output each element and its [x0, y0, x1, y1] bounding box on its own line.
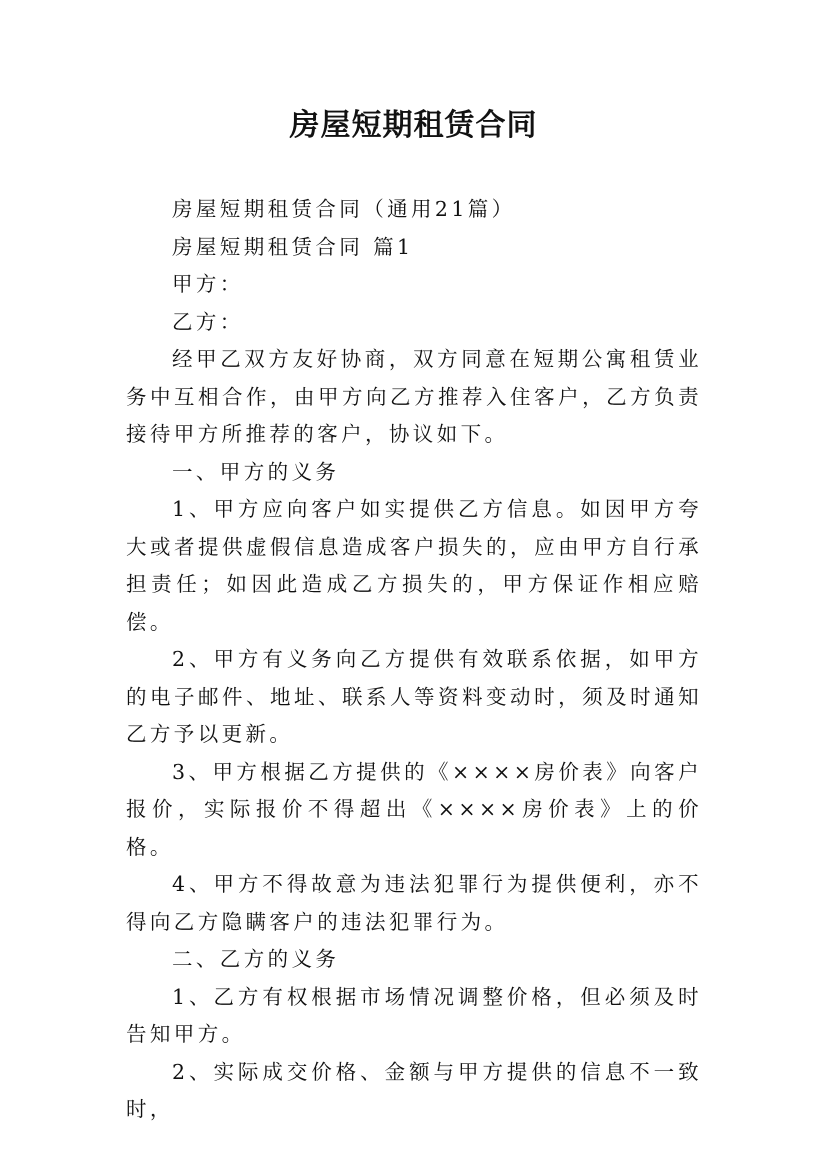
paragraph-clause: 4、甲方不得故意为违法犯罪行为提供便利，亦不得向乙方隐瞒客户的违法犯罪行为。	[126, 872, 702, 934]
paragraph-clause: 1、甲方应向客户如实提供乙方信息。如因甲方夸大或者提供虚假信息造成客户损失的，应由甲方自行承担责任；如因此造成乙方损失的，甲方保证作相应赔偿。	[126, 497, 702, 634]
paragraph-preamble: 经甲乙双方友好协商，双方同意在短期公寓租赁业务中互相合作，由甲方向乙方推荐入住客户，乙方负责接待甲方所推荐的客户，协议如下。	[126, 347, 702, 446]
document-title: 房屋短期租赁合同	[289, 108, 538, 143]
paragraph-heading-party-a-duties: 一、甲方的义务	[172, 459, 340, 484]
paragraph-party-b: 乙方：	[172, 309, 244, 334]
paragraph-party-a: 甲方：	[172, 272, 244, 296]
paragraph-subtitle: 房屋短期租赁合同（通用21篇）	[172, 197, 516, 221]
paragraph-clause: 3、甲方根据乙方提供的《××××房价表》向客户报价，实际报价不得超出《××××房价表》上的价格。	[126, 759, 702, 859]
paragraph-section-heading: 房屋短期租赁合同 篇1	[172, 234, 414, 259]
document-body	[126, 191, 702, 1129]
paragraph-heading-party-b-duties: 二、乙方的义务	[172, 947, 340, 971]
paragraph-clause: 2、甲方有义务向乙方提供有效联系依据，如甲方的电子邮件、地址、联系人等资料变动时，须及时通知乙方予以更新。	[126, 647, 702, 746]
paragraph-clause: 1、乙方有权根据市场情况调整价格，但必须及时告知甲方。	[126, 984, 702, 1046]
paragraph-clause: 2、实际成交价格、金额与甲方提供的信息不一致时，	[126, 1059, 702, 1121]
